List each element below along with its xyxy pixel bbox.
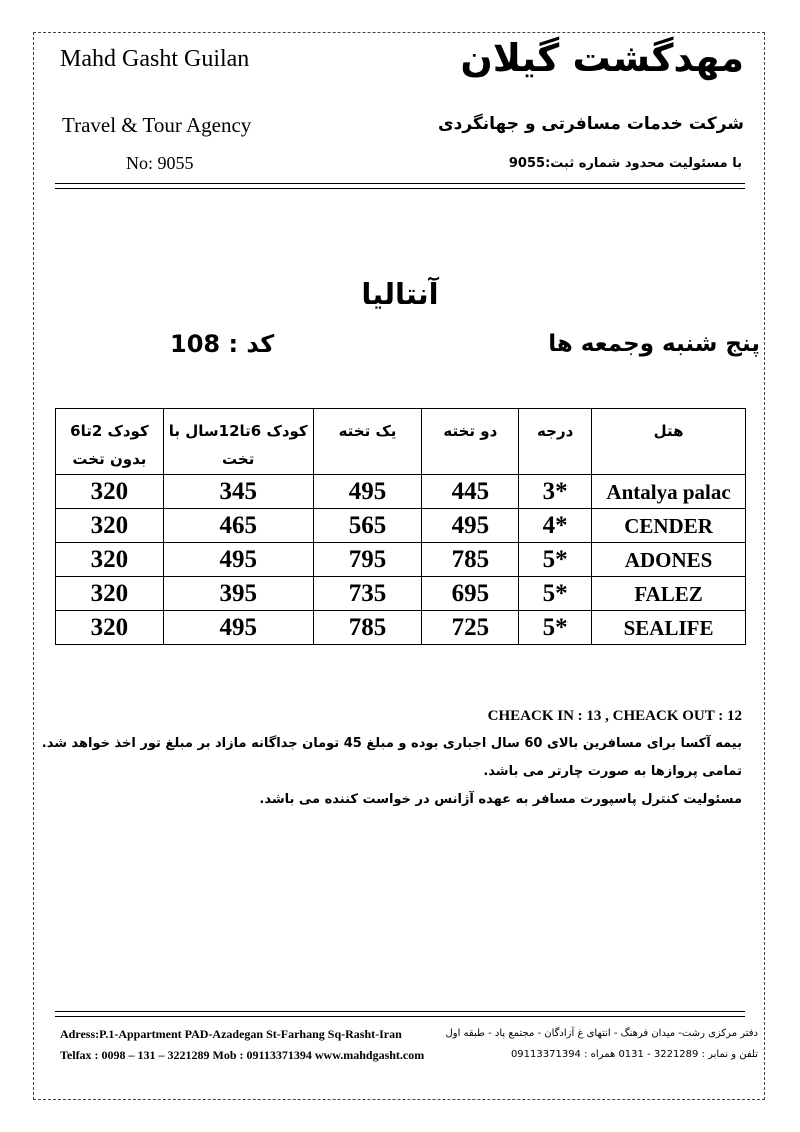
table-header-row xyxy=(56,409,746,475)
rates-table xyxy=(55,408,746,645)
cell-hotel: FALEZ xyxy=(592,577,746,611)
table-row xyxy=(56,577,746,611)
cell-single: 795 xyxy=(313,543,422,577)
cell-grade: 3* xyxy=(519,475,592,509)
cell-double: 695 xyxy=(422,577,519,611)
header-double: دو تخته xyxy=(422,409,519,475)
checkin-checkout: CHEACK IN : 13 , CHEACK OUT : 12 xyxy=(487,708,742,724)
footer-phone-fa: تلفن و نمابر : 3221289 - 0131 همراه : 09113371394 xyxy=(510,1049,758,1060)
header-grade: درجه xyxy=(519,409,592,475)
cell-child-with-bed: 495 xyxy=(163,611,313,645)
company-name-en: Mahd Gasht Guilan xyxy=(60,46,250,72)
cell-grade: 5* xyxy=(519,611,592,645)
note-passport: مسئولیت کنترل پاسپورت مسافر به عهده آژانس در خواست کننده می باشد. xyxy=(259,792,742,807)
cell-grade: 5* xyxy=(519,577,592,611)
footer-address-en: Adress:P.1-Appartment PAD-Azadegan St-Farhang Sq-Rasht-Iran xyxy=(60,1027,402,1041)
header-hotel: هتل xyxy=(592,409,746,475)
cell-grade: 4* xyxy=(519,509,592,543)
cell-hotel: Antalya palac xyxy=(592,475,746,509)
cell-double: 725 xyxy=(422,611,519,645)
cell-single: 785 xyxy=(313,611,422,645)
tour-title: آنتالیا xyxy=(361,277,439,311)
registration-fa: با مسئولیت محدود شماره ثبت:9055 xyxy=(508,156,742,171)
cell-single: 495 xyxy=(313,475,422,509)
table-row xyxy=(56,611,746,645)
tagline-en: Travel & Tour Agency xyxy=(62,113,252,137)
cell-child-no-bed: 320 xyxy=(56,475,164,509)
table-row xyxy=(56,543,746,577)
cell-child-with-bed: 465 xyxy=(163,509,313,543)
note-flights: تمامی پروازها به صورت چارتر می باشد. xyxy=(483,764,742,779)
cell-child-no-bed: 320 xyxy=(56,577,164,611)
tour-days: پنج شنبه وجمعه ها xyxy=(548,331,760,357)
table-row xyxy=(56,475,746,509)
cell-single: 735 xyxy=(313,577,422,611)
company-name-fa: مهدگشت گیلان xyxy=(460,36,744,80)
cell-child-no-bed: 320 xyxy=(56,543,164,577)
note-insurance: بیمه آکسا برای مسافرین بالای 60 سال اجباری بوده و مبلغ 45 تومان جداگانه مازاد بر مبلغ تور اخذ خواهد شد. xyxy=(41,736,742,751)
header-single: یک تخته xyxy=(313,409,422,475)
cell-hotel: CENDER xyxy=(592,509,746,543)
cell-double: 445 xyxy=(422,475,519,509)
header-child-with-bed: کودک 6تا12سال با تخت xyxy=(163,409,313,475)
cell-child-no-bed: 320 xyxy=(56,611,164,645)
cell-child-with-bed: 495 xyxy=(163,543,313,577)
cell-double: 785 xyxy=(422,543,519,577)
header-child-no-bed: کودک 2تا6 بدون تخت xyxy=(56,409,164,475)
cell-child-with-bed: 395 xyxy=(163,577,313,611)
registration-en: No: 9055 xyxy=(126,153,194,173)
table-row xyxy=(56,509,746,543)
cell-single: 565 xyxy=(313,509,422,543)
cell-double: 495 xyxy=(422,509,519,543)
cell-hotel: SEALIFE xyxy=(592,611,746,645)
footer-phone-en: Telfax : 0098 – 131 – 3221289 Mob : 09113371394 www.mahdgasht.com xyxy=(60,1048,425,1062)
header-divider xyxy=(55,183,745,189)
cell-grade: 5* xyxy=(519,543,592,577)
footer-address-fa: دفتر مرکزی رشت- میدان فرهنگ - انتهای غ آزادگان - مجتمع پاد - طبقه اول xyxy=(445,1028,758,1039)
tour-code: کد : 108 xyxy=(170,330,275,358)
cell-hotel: ADONES xyxy=(592,543,746,577)
footer-divider xyxy=(55,1011,745,1017)
cell-child-with-bed: 345 xyxy=(163,475,313,509)
cell-child-no-bed: 320 xyxy=(56,509,164,543)
tagline-fa: شرکت خدمات مسافرتی و جهانگردی xyxy=(438,114,744,134)
